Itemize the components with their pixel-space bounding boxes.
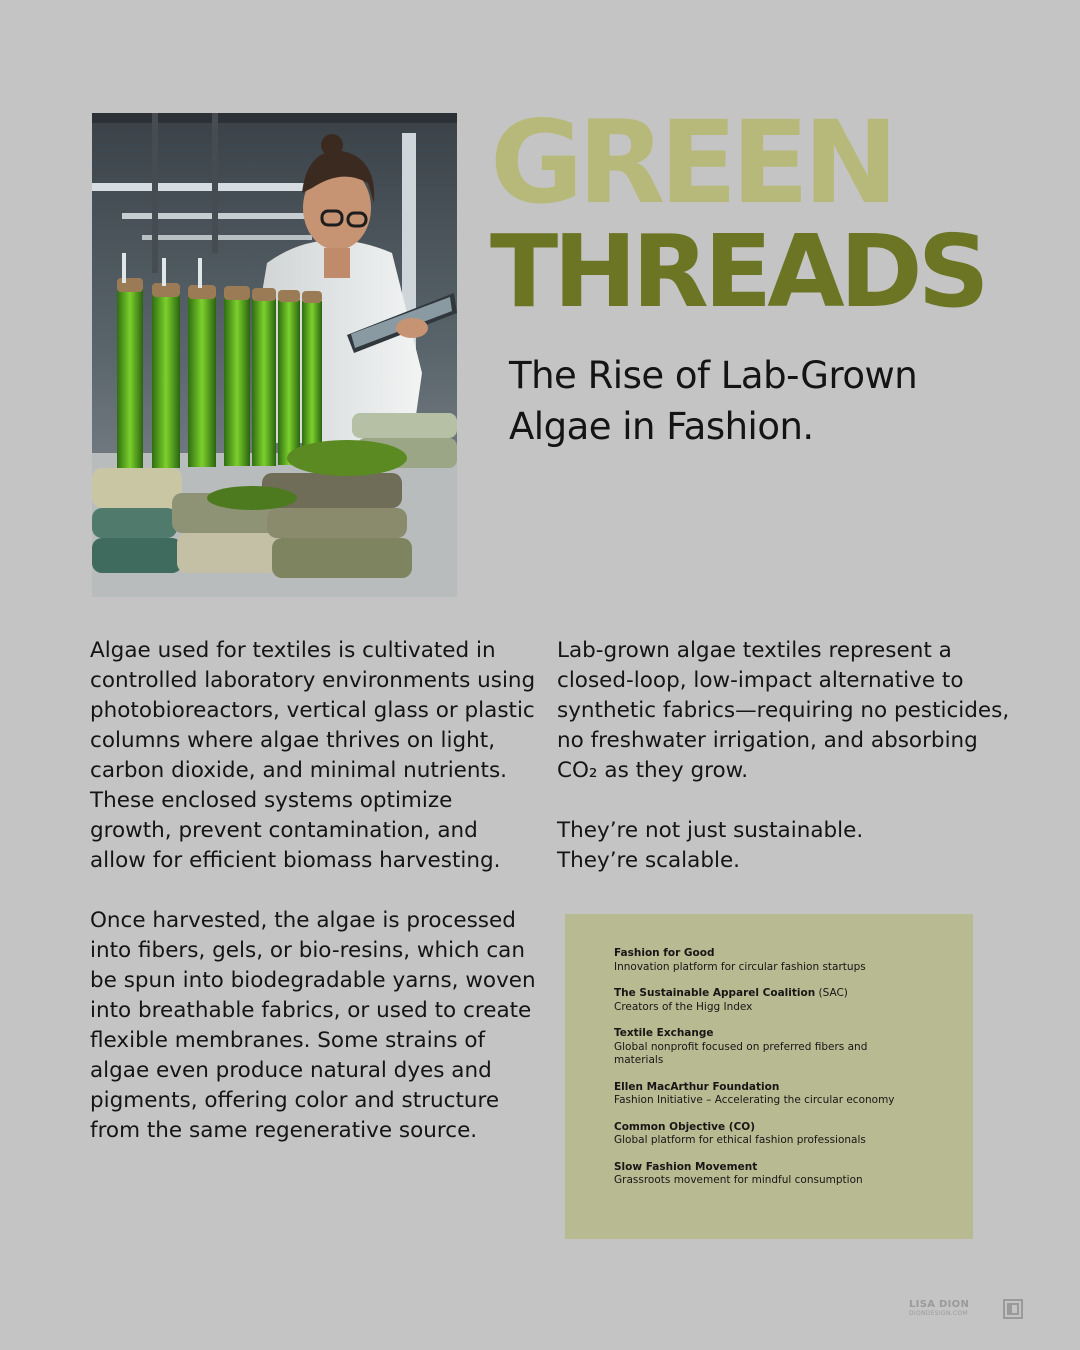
- resource-name: Common Objective (CO): [614, 1120, 756, 1133]
- resource-item: [614, 1161, 914, 1188]
- title-threads: THREADS: [490, 213, 985, 330]
- resource-description: Innovation platform for circular fashion startups: [614, 960, 866, 973]
- resource-name: Fashion for Good: [614, 947, 715, 959]
- resource-description: Global platform for ethical fashion professionals: [614, 1134, 866, 1146]
- closing-statement: [557, 816, 1017, 876]
- resource-name: The Sustainable Apparel Coalition: [614, 987, 816, 999]
- resource-description: Fashion Initiative – Accelerating the circular economy: [614, 1094, 895, 1106]
- paragraph-processing: Once harvested, the algae is processed into fibers, gels, or bio-resins, which can be spun into biodegradable yarns, woven into breathable fabrics, or used to create flexible membranes. Some strains of algae even produce natural dyes and pigments, offering color and structure from the same regenerative source.: [90, 908, 536, 1143]
- lab-photo: [92, 113, 457, 597]
- footer-site: DIONDESIGN.COM: [909, 1310, 968, 1317]
- closing-line-1: They’re not just sustainable.: [557, 818, 864, 843]
- left-column: [90, 636, 540, 1176]
- resource-name: Slow Fashion Movement: [614, 1160, 758, 1173]
- closing-line-2: They’re scalable.: [557, 848, 741, 873]
- resource-item: [614, 1027, 914, 1068]
- resource-item: [614, 1081, 914, 1108]
- title-green: GREEN: [490, 96, 893, 229]
- footer-brand: [905, 1299, 1025, 1321]
- resource-description: Creators of the Higg Index: [614, 1000, 753, 1013]
- resource-item: [614, 947, 914, 974]
- resource-item: [614, 1121, 914, 1148]
- right-column: [557, 636, 1017, 906]
- resource-item: [614, 987, 914, 1014]
- resources-list: [565, 914, 914, 1188]
- paragraph-closed-loop: Lab-grown algae textiles represent a closed-loop, low-impact alternative to synthetic fabrics—requiring no pesticides, no freshwater irrigation, and absorbing CO₂ as they grow.: [557, 638, 1010, 783]
- dion-design-logo-icon: [1003, 1299, 1023, 1319]
- footer-name: LISA DION: [909, 1299, 970, 1310]
- lab-photo-image: [92, 113, 457, 597]
- subtitle: The Rise of Lab-Grown Algae in Fashion.: [509, 354, 918, 448]
- resource-suffix: (SAC): [815, 987, 848, 999]
- resource-name: Ellen MacArthur Foundation: [614, 1080, 780, 1093]
- paragraph-cultivation: Algae used for textiles is cultivated in controlled laboratory environments using photobioreactors, vertical glass or plastic columns where algae thrives on light, carbon dioxide, and minimal nutrients. These enclosed systems optimize growth, prevent contamination, and allow for efficient biomass harvesting.: [90, 638, 536, 873]
- resource-description: Global nonprofit focused on preferred fibers and materials: [614, 1040, 868, 1066]
- resource-name: Textile Exchange: [614, 1027, 714, 1039]
- resources-box: [565, 914, 973, 1239]
- resource-description: Grassroots movement for mindful consumption: [614, 1174, 863, 1186]
